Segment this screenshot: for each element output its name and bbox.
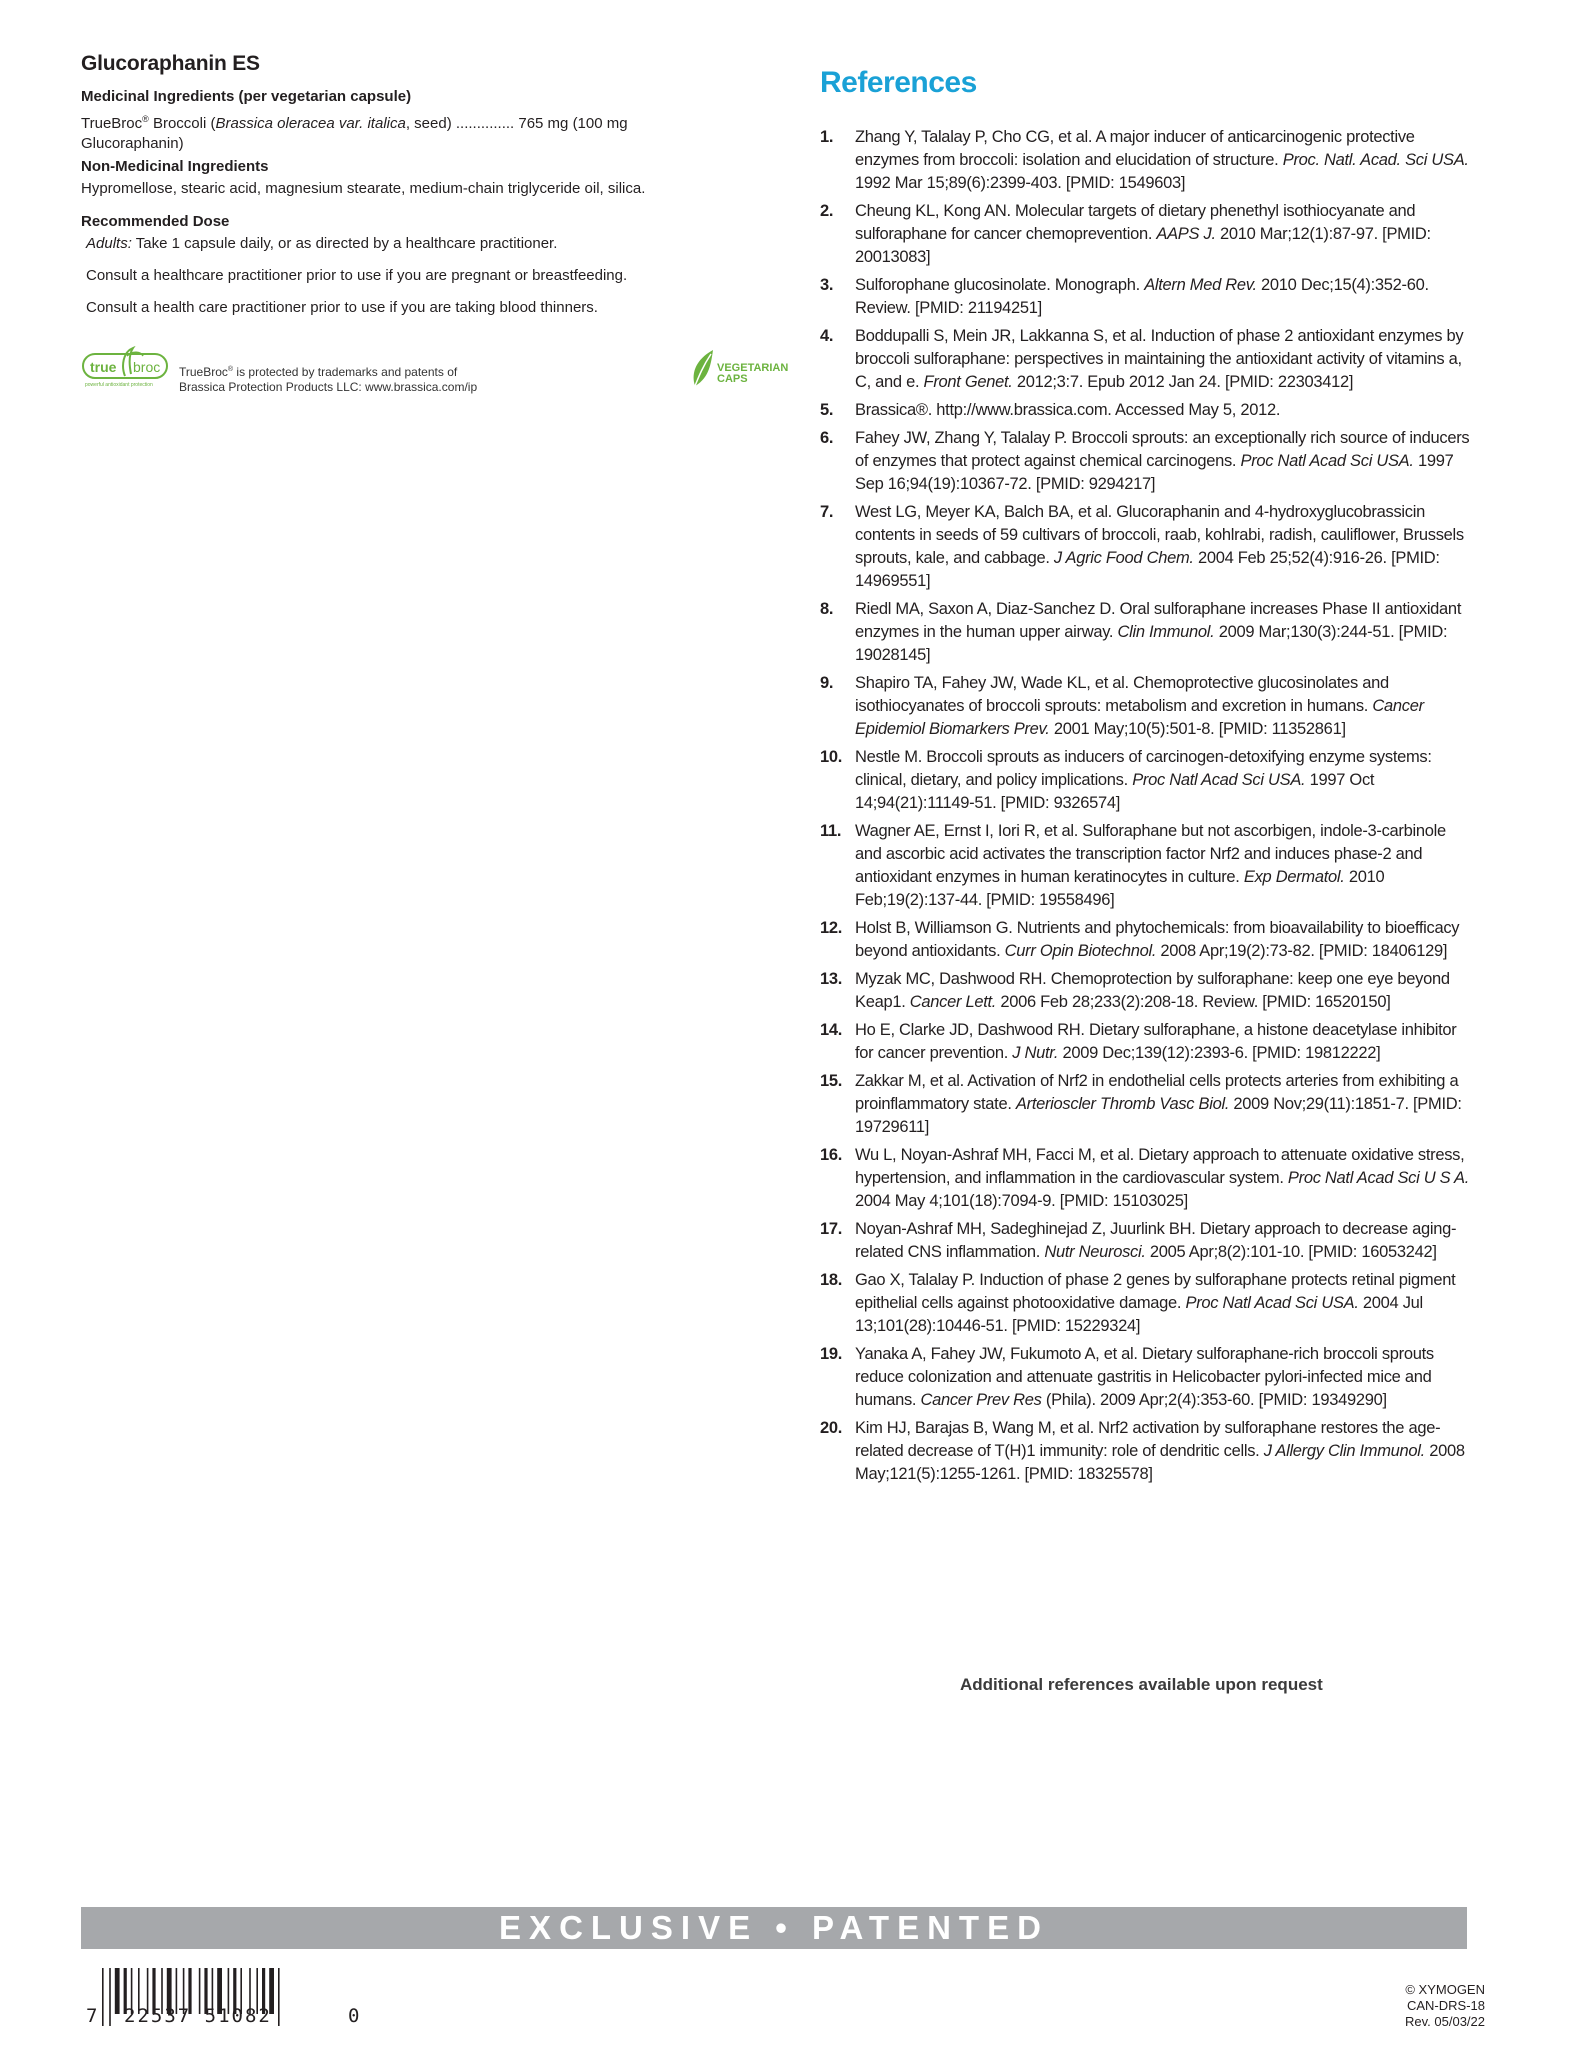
truebroc-logo (81, 344, 171, 390)
reference-journal: J Nutr. (1012, 1044, 1059, 1062)
reference-item (820, 1269, 1470, 1338)
reference-item (820, 1144, 1470, 1213)
reference-citation: 2009 Nov;29(11):1851-7. [PMID: 19729611] (855, 1095, 1462, 1136)
reference-journal: Proc Natl Acad Sci U S A. (1287, 1169, 1470, 1187)
reference-item (820, 501, 1470, 593)
reference-number: 9. (820, 674, 834, 692)
reference-item (820, 325, 1470, 394)
dose-adults: Adults: Take 1 capsule daily, or as directed by a healthcare practitioner. (86, 235, 558, 252)
reference-text: Zakkar M, et al. Activation of Nrf2 in endothelial cells protects arteries from exhibiting a proinflammatory state. (855, 1072, 1459, 1113)
reference-item (820, 126, 1470, 195)
reference-number: 10. (820, 748, 843, 766)
reference-citation: 2009 Dec;139(12):2393-6. [PMID: 19812222] (1058, 1044, 1381, 1062)
reference-citation: 2009 Mar;130(3):244-51. [PMID: 19028145] (855, 623, 1448, 664)
barcode-digits: 22537 51082 (124, 2005, 272, 2027)
reference-journal: Exp Dermatol. (1243, 868, 1345, 886)
reference-text: Holst B, Williamson G. Nutrients and phytochemicals: from bioavailability to bioefficacy beyond antioxidants. (855, 919, 1460, 960)
reference-journal: Proc. Natl. Acad. Sci USA. (1282, 151, 1469, 169)
reference-citation: 2005 Apr;8(2):101-10. [PMID: 16053242] (1145, 1243, 1437, 1261)
reference-item (820, 200, 1470, 269)
svg-text:powerful antioxidant protectio: powerful antioxidant protection (85, 382, 153, 388)
reference-journal: Curr Opin Biotechnol. (1004, 942, 1157, 960)
nonmedicinal-heading: Non-Medicinal Ingredients (81, 158, 269, 175)
caps-label: CAPS (717, 373, 748, 385)
reference-citation: 1992 Mar 15;89(6):2399-403. [PMID: 1549603] (855, 174, 1186, 192)
reference-journal: Nutr Neurosci. (1044, 1243, 1146, 1261)
references-section (820, 66, 1470, 1491)
reference-text: Brassica®. http://www.brassica.com. Accessed May 5, 2012. (855, 401, 1281, 419)
reference-number: 17. (820, 1220, 843, 1238)
reference-text: West LG, Meyer KA, Balch BA, et al. Glucoraphanin and 4-hydroxyglucobrassicin contents in seeds of 59 cultivars of broccoli, raab, kohlrabi, radish, cauliflower, Brussels sprouts, kale, and cabbage. (855, 503, 1464, 567)
reference-text: Wagner AE, Ernst I, Iori R, et al. Sulforaphane but not ascorbigen, indole-3-carbinole and ascorbic acid activates the transcription factor Nrf2 and induces phase-2 and antioxidant enzymes in human keratinocytes in culture. (855, 822, 1446, 886)
reference-citation: 2001 May;10(5):501-8. [PMID: 11352861] (1049, 720, 1346, 738)
reference-number: 8. (820, 600, 834, 618)
reference-journal: Proc Natl Acad Sci USA. (1240, 452, 1414, 470)
reference-item (820, 1343, 1470, 1412)
reference-item (820, 1019, 1470, 1065)
reference-number: 14. (820, 1021, 843, 1039)
reference-item (820, 427, 1470, 496)
reference-citation: 1997 Sep 16;94(19):10367-72. [PMID: 9294217] (855, 452, 1454, 493)
reference-number: 2. (820, 202, 834, 220)
reference-citation: 2010 Dec;15(4):352-60. Review. [PMID: 21194251] (855, 276, 1429, 317)
leaf-icon (689, 344, 719, 390)
reference-number: 3. (820, 276, 834, 294)
exclusive-patented-banner (81, 1907, 1467, 1949)
reference-text: Shapiro TA, Fahey JW, Wade KL, et al. Chemoprotective glucosinolates and isothiocyanates of broccoli sprouts: metabolism and excretion in humans. (855, 674, 1389, 715)
reference-item (820, 820, 1470, 912)
medicinal-ingredients: TrueBroc® Broccoli (Brassica oleracea var. italica, seed) .............. 765 mg (100 mg Glucoraphanin) (81, 114, 628, 152)
barcode-bar (102, 1968, 104, 2026)
reference-item (820, 1417, 1470, 1486)
reference-journal: Arterioscler Thromb Vasc Biol. (1015, 1095, 1230, 1113)
truebroc-trademark-note: TrueBroc® is protected by trademarks and patents of Brassica Protection Products LLC: www.brassica.com/ip (179, 365, 478, 394)
reference-number: 5. (820, 401, 834, 419)
reference-item (820, 598, 1470, 667)
svg-text:true: true (90, 359, 117, 375)
reference-number: 7. (820, 503, 834, 521)
reference-text: Noyan-Ashraf MH, Sadeghinejad Z, Juurlink BH. Dietary approach to decrease aging-related CNS inflammation. (855, 1220, 1457, 1261)
reference-journal: Cancer Lett. (909, 993, 997, 1011)
reference-text: Sulforophane glucosinolate. Monograph. (855, 276, 1145, 294)
reference-citation: 2008 Apr;19(2):73-82. [PMID: 18406129] (1156, 942, 1448, 960)
reference-item (820, 746, 1470, 815)
reference-journal: J Agric Food Chem. (1053, 549, 1194, 567)
product-title: Glucoraphanin ES (81, 52, 260, 75)
reference-number: 18. (820, 1271, 843, 1289)
reference-number: 19. (820, 1345, 843, 1363)
caution-pregnancy: Consult a healthcare practitioner prior to use if you are pregnant or breastfeeding. (86, 267, 628, 284)
reference-citation: (Phila). 2009 Apr;2(4):353-60. [PMID: 19349290] (1041, 1391, 1387, 1409)
reference-item (820, 672, 1470, 741)
barcode-bar (278, 1968, 280, 2026)
reference-citation: 2010 Feb;19(2):137-44. [PMID: 19558496] (855, 868, 1385, 909)
references-heading: References (820, 66, 977, 99)
reference-journal: J Allergy Clin Immunol. (1263, 1442, 1425, 1460)
barcode-right-digit: 0 (348, 2005, 360, 2027)
reference-text: Riedl MA, Saxon A, Diaz-Sanchez D. Oral sulforaphane increases Phase II antioxidant enzymes in the human upper airway. (855, 600, 1462, 641)
reference-citation: 2006 Feb 28;233(2):208-18. Review. [PMID: 16520150] (996, 993, 1391, 1011)
additional-references-note: Additional references available upon request (960, 1675, 1323, 1694)
reference-item (820, 1070, 1470, 1139)
reference-number: 15. (820, 1072, 843, 1090)
reference-number: 4. (820, 327, 834, 345)
reference-item (820, 1218, 1470, 1264)
reference-citation: 2010 Mar;12(1):87-97. [PMID: 20013083] (855, 225, 1431, 266)
reference-text: Ho E, Clarke JD, Dashwood RH. Dietary sulforaphane, a histone deacetylase inhibitor for cancer prevention. (855, 1021, 1457, 1062)
barcode-left-digit: 7 (86, 2005, 98, 2027)
reference-text: Yanaka A, Fahey JW, Fukumoto A, et al. Dietary sulforaphane-rich broccoli sprouts reduce colonization and attenuate gastritis in Helicobacter pylori-infected mice and humans. (855, 1345, 1434, 1409)
reference-journal: Front Genet. (923, 373, 1013, 391)
reference-citation: 2004 Jul 13;101(28):10446-51. [PMID: 15229324] (855, 1294, 1423, 1335)
reference-number: 16. (820, 1146, 843, 1164)
reference-item (820, 968, 1470, 1014)
reference-item (820, 399, 1470, 422)
reference-number: 11. (820, 822, 842, 840)
vegetarian-label: VEGETARIAN (717, 362, 789, 374)
barcode-bar (109, 1968, 111, 2026)
reference-number: 1. (820, 128, 834, 146)
dose-heading: Recommended Dose (81, 213, 230, 230)
reference-number: 6. (820, 429, 834, 447)
product-info (81, 52, 731, 330)
banner-text: EXCLUSIVE • PATENTED (499, 1909, 1049, 1946)
reference-journal: Altern Med Rev. (1144, 276, 1257, 294)
reference-citation: 2004 Feb 25;52(4):916-26. [PMID: 14969551] (855, 549, 1440, 590)
reference-item (820, 274, 1470, 320)
reference-text: Myzak MC, Dashwood RH. Chemoprotection by sulforaphane: keep one eye beyond Keap1. (855, 970, 1450, 1011)
reference-text: Fahey JW, Zhang Y, Talalay P. Broccoli sprouts: an exceptionally rich source of inducers of enzymes that protect against chemical carcinogens. (855, 429, 1470, 470)
reference-text: Kim HJ, Barajas B, Wang M, et al. Nrf2 activation by sulforaphane restores the age-related decrease of T(H)1 immunity: role of dendritic cells. (855, 1419, 1441, 1460)
medicinal-heading: Medicinal Ingredients (per vegetarian capsule) (81, 88, 412, 105)
reference-number: 12. (820, 919, 843, 937)
reference-text: Cheung KL, Kong AN. Molecular targets of dietary phenethyl isothiocyanate and sulforaphane for cancer chemoprevention. (855, 202, 1416, 243)
copyright: © XYMOGEN (1405, 1982, 1485, 1997)
reference-journal: Clin Immunol. (1117, 623, 1215, 641)
reference-item (820, 917, 1470, 963)
reference-number: 13. (820, 970, 843, 988)
reference-text: Zhang Y, Talalay P, Cho CG, et al. A major inducer of anticarcinogenic protective enzymes from broccoli: isolation and elucidation of structure. (855, 128, 1415, 169)
reference-number: 20. (820, 1419, 843, 1437)
reference-text: Boddupalli S, Mein JR, Lakkanna S, et al. Induction of phase 2 antioxidant enzymes by broccoli sulforaphane: perspectives in maintaining the antioxidant activity of vitamins a, C, and e. (855, 327, 1464, 391)
reference-text: Wu L, Noyan-Ashraf MH, Facci M, et al. Dietary approach to attenuate oxidative stress, hypertension, and inflammation in the cardiovascular system. (855, 1146, 1465, 1187)
reference-text: Gao X, Talalay P. Induction of phase 2 genes by sulforaphane protects retinal pigment epithelial cells against photooxidative damage. (855, 1271, 1456, 1312)
footer-info (1405, 1982, 1485, 2030)
vegetarian-caps-logo (689, 344, 789, 394)
reference-journal: Proc Natl Acad Sci USA. (1185, 1294, 1359, 1312)
caution-blood-thinners: Consult a health care practitioner prior to use if you are taking blood thinners. (86, 299, 598, 316)
reference-citation: 2012;3:7. Epub 2012 Jan 24. [PMID: 22303412] (1012, 373, 1354, 391)
document-code: CAN-DRS-18 (1406, 1998, 1485, 2013)
references-list (820, 126, 1470, 1486)
reference-journal: Cancer Prev Res (920, 1391, 1042, 1409)
logo-row (81, 344, 791, 394)
barcode-bar (115, 1968, 120, 2014)
nonmedicinal-ingredients: Hypromellose, stearic acid, magnesium stearate, medium-chain triglyceride oil, silica. (81, 180, 646, 197)
reference-journal: AAPS J. (1156, 225, 1216, 243)
revision-date: Rev. 05/03/22 (1405, 2014, 1485, 2029)
reference-citation: 1997 Oct 14;94(21):11149-51. [PMID: 9326574] (855, 771, 1375, 812)
reference-citation: 2008 May;121(5):1255-1261. [PMID: 18325578] (855, 1442, 1465, 1483)
reference-text: Nestle M. Broccoli sprouts as inducers of carcinogen-detoxifying enzyme systems: clinical, dietary, and policy implications. (855, 748, 1432, 789)
reference-journal: Proc Natl Acad Sci USA. (1132, 771, 1306, 789)
reference-journal: Cancer Epidemiol Biomarkers Prev. (855, 697, 1424, 738)
reference-citation: 2004 May 4;101(18):7094-9. [PMID: 15103025] (855, 1192, 1188, 1210)
svg-text:broc: broc (133, 359, 161, 375)
